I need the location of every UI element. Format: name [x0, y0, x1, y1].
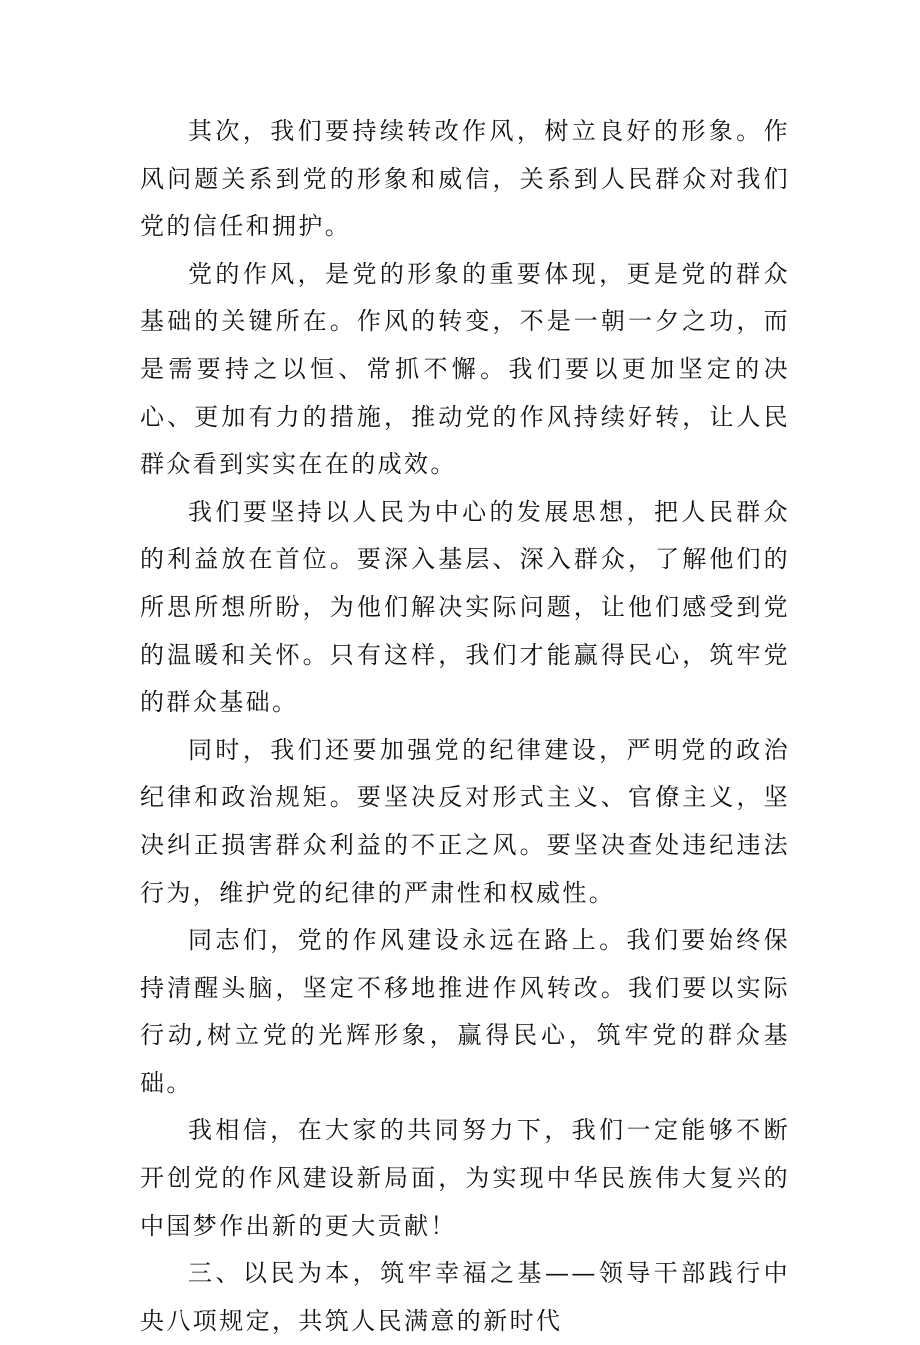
paragraph-6: 我相信，在大家的共同努力下，我们一定能够不断开创党的作风建设新局面，为实现中华民族伟大复兴的中国梦作出新的更大贡献！ — [140, 1116, 790, 1240]
paragraph-3: 我们要坚持以人民为中心的发展思想，把人民群众的利益放在首位。要深入基层、深入群众，了解他们的所思所想所盼，为他们解决实际问题，让他们感受到党的温暖和关怀。只有这样，我们才能赢得民心，筑牢党的群众基础。 — [140, 497, 790, 717]
body-text — [140, 108, 790, 1345]
paragraph-2: 党的作风，是党的形象的重要体现，更是党的群众基础的关键所在。作风的转变，不是一朝一夕之功，而是需要持之以恒、常抓不懈。我们要以更加坚定的决心、更加有力的措施，推动党的作风持续好转，让人民群众看到实实在在的成效。 — [140, 259, 790, 479]
paragraph-5: 同志们，党的作风建设永远在路上。我们要始终保持清醒头脑，坚定不移地推进作风转改。我们要以实际行动,树立党的光辉形象，赢得民心，筑牢党的群众基础。 — [140, 926, 790, 1097]
section-heading: 三、以民为本，筑牢幸福之基——领导干部践行中央八项规定，共筑人民满意的新时代 — [140, 1259, 790, 1335]
paragraph-1: 其次，我们要持续转改作风，树立良好的形象。作风问题关系到党的形象和威信，关系到人民群众对我们党的信任和拥护。 — [140, 117, 790, 241]
paragraph-4: 同时，我们还要加强党的纪律建设，严明党的政治纪律和政治规矩。要坚决反对形式主义、官僚主义，坚决纠正损害群众利益的不正之风。要坚决查处违纪违法行为，维护党的纪律的严肃性和权威性。 — [140, 735, 790, 907]
